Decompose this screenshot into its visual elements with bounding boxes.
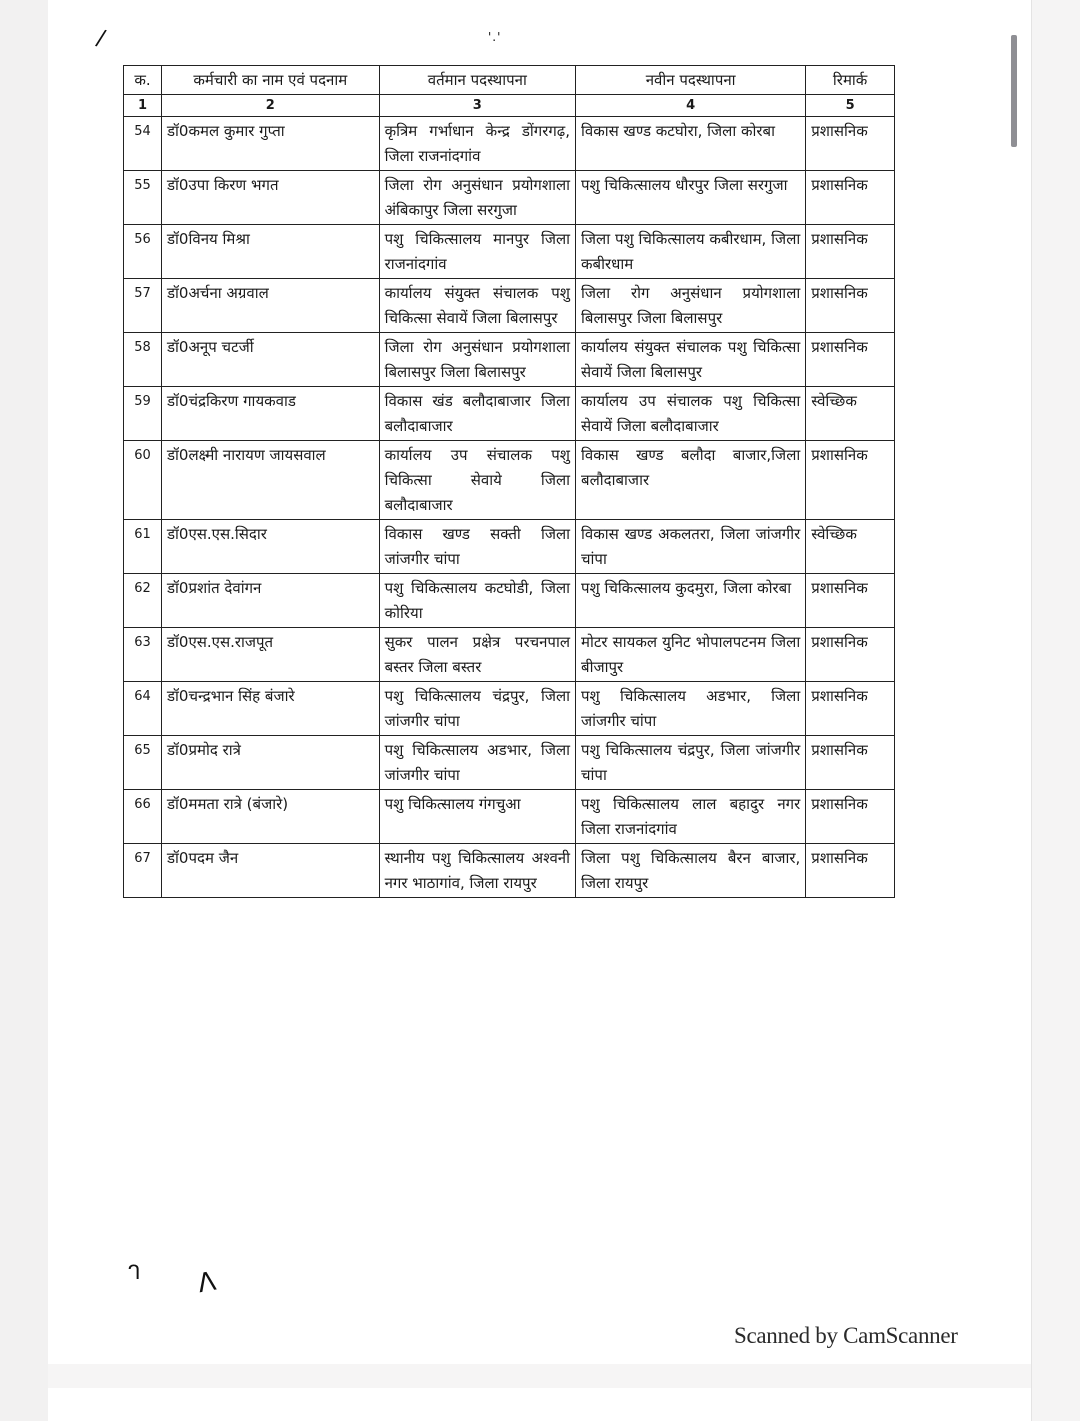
table-row [124, 574, 895, 628]
viewer-right-margin [1031, 0, 1080, 1421]
table-row [124, 790, 895, 844]
cell-serial-number: 61 [124, 520, 162, 574]
next-scanned-page [48, 1388, 1032, 1421]
cell-remark: प्रशासनिक [806, 279, 895, 333]
column-number: 4 [576, 95, 806, 117]
cell-remark: प्रशासनिक [806, 574, 895, 628]
cell-new-posting: कार्यालय संयुक्त संचालक पशु चिकित्सा सेवायें जिला बिलासपुर [576, 333, 806, 387]
cell-serial-number: 54 [124, 117, 162, 171]
cell-serial-number: 67 [124, 844, 162, 898]
cell-serial-number: 55 [124, 171, 162, 225]
table-row [124, 628, 895, 682]
cell-current-posting: विकास खण्ड सक्ती जिला जांजगीर चांपा [379, 520, 575, 574]
cell-employee-name: डॉ0पदम जैन [162, 844, 380, 898]
cell-current-posting: जिला रोग अनुसंधान प्रयोगशाला अंबिकापुर जिला सरगुजा [379, 171, 575, 225]
cell-serial-number: 56 [124, 225, 162, 279]
column-number-row [124, 95, 895, 117]
table-row [124, 279, 895, 333]
cell-serial-number: 59 [124, 387, 162, 441]
cell-current-posting: पशु चिकित्सालय अडभार, जिला जांजगीर चांपा [379, 736, 575, 790]
column-number: 5 [806, 95, 895, 117]
page-header-mark: '.' [488, 30, 502, 44]
cell-current-posting: कार्यालय संयुक्त संचालक पशु चिकित्सा सेवायें जिला बिलासपुर [379, 279, 575, 333]
header-sno: क. [124, 66, 162, 95]
cell-current-posting: पशु चिकित्सालय चंद्रपुर, जिला जांजगीर चांपा [379, 682, 575, 736]
cell-serial-number: 62 [124, 574, 162, 628]
table-row [124, 117, 895, 171]
cell-serial-number: 65 [124, 736, 162, 790]
table-row [124, 844, 895, 898]
header-name: कर्मचारी का नाम एवं पदनाम [162, 66, 380, 95]
transfer-table [123, 65, 895, 898]
column-number: 1 [124, 95, 162, 117]
cell-current-posting: पशु चिकित्सालय गंगचुआ [379, 790, 575, 844]
cell-employee-name: डॉ0अनूप चटर्जी [162, 333, 380, 387]
cell-remark: प्रशासनिक [806, 628, 895, 682]
cell-current-posting: जिला रोग अनुसंधान प्रयोगशाला बिलासपुर जिला बिलासपुर [379, 333, 575, 387]
cell-serial-number: 57 [124, 279, 162, 333]
cell-remark: स्वेच्छिक [806, 387, 895, 441]
table-row [124, 333, 895, 387]
cell-new-posting: विकास खण्ड अकलतरा, जिला जांजगीर चांपा [576, 520, 806, 574]
cell-serial-number: 63 [124, 628, 162, 682]
cell-current-posting: विकास खंड बलौदाबाजार जिला बलौदाबाजार [379, 387, 575, 441]
cell-current-posting: कृत्रिम गर्भाधान केन्द्र डोंगरगढ़, जिला राजनांदगांव [379, 117, 575, 171]
cell-employee-name: डॉ0उपा किरण भगत [162, 171, 380, 225]
cell-new-posting: विकास खण्ड बलौदा बाजार,जिला बलौदाबाजार [576, 441, 806, 520]
cell-new-posting: पशु चिकित्सालय कुदमुरा, जिला कोरबा [576, 574, 806, 628]
pen-mark-slash: / [93, 25, 108, 52]
table-row [124, 387, 895, 441]
column-number: 3 [379, 95, 575, 117]
cell-serial-number: 58 [124, 333, 162, 387]
vertical-scrollbar-thumb[interactable] [1011, 35, 1017, 147]
table-row [124, 171, 895, 225]
cell-employee-name: डॉ0प्रमोद रात्रे [162, 736, 380, 790]
column-number: 2 [162, 95, 380, 117]
pen-mark-signature: Λ [195, 1266, 219, 1300]
cell-remark: स्वेच्छिक [806, 520, 895, 574]
table-row [124, 520, 895, 574]
cell-current-posting: पशु चिकित्सालय कटघोडी, जिला कोरिया [379, 574, 575, 628]
table-row [124, 682, 895, 736]
cell-remark: प्रशासनिक [806, 171, 895, 225]
cell-serial-number: 60 [124, 441, 162, 520]
cell-employee-name: डॉ0अर्चना अग्रवाल [162, 279, 380, 333]
cell-employee-name: डॉ0लक्ष्मी नारायण जायसवाल [162, 441, 380, 520]
header-new-posting: नवीन पदस्थापना [576, 66, 806, 95]
camscanner-watermark: Scanned by CamScanner [734, 1323, 958, 1348]
header-current-posting: वर्तमान पदस्थापना [379, 66, 575, 95]
cell-new-posting: कार्यालय उप संचालक पशु चिकित्सा सेवायें जिला बलौदाबाजार [576, 387, 806, 441]
cell-new-posting: पशु चिकित्सालय लाल बहादुर नगर जिला राजनांदगांव [576, 790, 806, 844]
cell-new-posting: जिला पशु चिकित्सालय बैरन बाजार, जिला रायपुर [576, 844, 806, 898]
cell-remark: प्रशासनिक [806, 225, 895, 279]
cell-remark: प्रशासनिक [806, 682, 895, 736]
cell-employee-name: डॉ0चन्द्रभान सिंह बंजारे [162, 682, 380, 736]
cell-serial-number: 66 [124, 790, 162, 844]
header-remark: रिमार्क [806, 66, 895, 95]
cell-new-posting: जिला रोग अनुसंधान प्रयोगशाला बिलासपुर जिला बिलासपुर [576, 279, 806, 333]
cell-employee-name: डॉ0कमल कुमार गुप्ता [162, 117, 380, 171]
cell-new-posting: पशु चिकित्सालय अडभार, जिला जांजगीर चांपा [576, 682, 806, 736]
table-row [124, 441, 895, 520]
cell-new-posting: पशु चिकित्सालय चंद्रपुर, जिला जांजगीर चांपा [576, 736, 806, 790]
table-header-row [124, 66, 895, 95]
cell-remark: प्रशासनिक [806, 790, 895, 844]
table-row [124, 225, 895, 279]
cell-current-posting: सुकर पालन प्रक्षेत्र परचनपाल बस्तर जिला बस्तर [379, 628, 575, 682]
cell-employee-name: डॉ0एस.एस.राजपूत [162, 628, 380, 682]
cell-remark: प्रशासनिक [806, 117, 895, 171]
cell-new-posting: विकास खण्ड कटघोरा, जिला कोरबा [576, 117, 806, 171]
cell-current-posting: पशु चिकित्सालय मानपुर जिला राजनांदगांव [379, 225, 575, 279]
cell-employee-name: डॉ0एस.एस.सिदार [162, 520, 380, 574]
viewer-left-margin [0, 0, 48, 1421]
cell-new-posting: जिला पशु चिकित्सालय कबीरधाम, जिला कबीरधाम [576, 225, 806, 279]
cell-new-posting: पशु चिकित्सालय धौरपुर जिला सरगुजा [576, 171, 806, 225]
pen-mark-initial: ᒉ [128, 1260, 141, 1284]
cell-current-posting: कार्यालय उप संचालक पशु चिकित्सा सेवाये जिला बलौदाबाजार [379, 441, 575, 520]
cell-employee-name: डॉ0चंद्रकिरण गायकवाड [162, 387, 380, 441]
cell-employee-name: डॉ0ममता रात्रे (बंजारे) [162, 790, 380, 844]
cell-employee-name: डॉ0प्रशांत देवांगन [162, 574, 380, 628]
cell-new-posting: मोटर सायकल युनिट भोपालपटनम जिला बीजापुर [576, 628, 806, 682]
cell-employee-name: डॉ0विनय मिश्रा [162, 225, 380, 279]
cell-serial-number: 64 [124, 682, 162, 736]
cell-remark: प्रशासनिक [806, 844, 895, 898]
cell-remark: प्रशासनिक [806, 736, 895, 790]
cell-remark: प्रशासनिक [806, 441, 895, 520]
page-gap [48, 1364, 1032, 1388]
cell-remark: प्रशासनिक [806, 333, 895, 387]
table-row [124, 736, 895, 790]
cell-current-posting: स्थानीय पशु चिकित्सालय अश्वनी नगर भाठागांव, जिला रायपुर [379, 844, 575, 898]
